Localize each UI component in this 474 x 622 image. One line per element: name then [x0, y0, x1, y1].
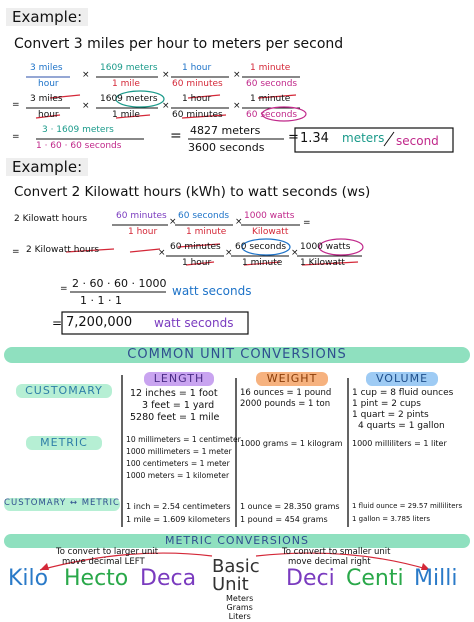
ex1-l2-num-3: 1 minute — [250, 94, 291, 104]
note-line: To convert to smaller unit — [282, 547, 391, 557]
cell-line: 1 fluid ounce = 29.57 milliliters — [352, 502, 463, 510]
ex2-l1-den-0: 1 hour — [128, 227, 158, 237]
ex1-l3-den: 1 · 60 · 60 seconds — [36, 141, 122, 151]
weight-conversion — [240, 500, 340, 526]
cell-line: 1 ounce = 28.350 grams — [240, 502, 340, 511]
cell-line: 100 centimeters = 1 meter — [126, 459, 230, 468]
ex1-answer-den: second — [396, 134, 439, 148]
weight-metric — [240, 438, 343, 449]
volume-metric — [352, 438, 447, 449]
header-length: LENGTH — [144, 372, 214, 386]
header-volume: VOLUME — [366, 372, 438, 386]
ex1-answer-value: 1.34 — [300, 131, 329, 146]
example1-title: Example: — [6, 8, 88, 26]
ex1-answer-num: meters — [342, 131, 385, 145]
equals-sign: = — [12, 132, 20, 142]
prefix-deca: Deca — [140, 566, 197, 591]
common-title: COMMON UNIT CONVERSIONS — [127, 347, 347, 362]
basic-unit-grams: Grams — [226, 603, 253, 612]
right-note — [282, 547, 390, 567]
times-sign: × — [82, 70, 90, 80]
ex1-l2-den-0: hour — [38, 110, 59, 120]
times-sign: × — [169, 217, 177, 227]
ex2-l2-num-2: 1000 watts — [300, 242, 351, 252]
metric-title: METRIC CONVERSIONS — [164, 534, 309, 547]
note-line: move decimal LEFT — [62, 557, 145, 567]
common-banner — [4, 347, 470, 363]
equals-sign: = — [288, 130, 299, 145]
times-sign: × — [162, 70, 170, 80]
ex2-l1-den-1: 1 minute — [186, 227, 227, 237]
ex2-l3-units: watt seconds — [172, 284, 252, 298]
ex1-l1-den-1: 1 mile — [112, 79, 140, 89]
ex1-l1-num-0: 3 miles — [30, 63, 63, 73]
example1-prompt: Convert 3 miles per hour to meters per second — [14, 36, 344, 52]
row-label-metric: METRIC — [26, 436, 102, 450]
cell-line: 5280 feet = 1 mile — [130, 412, 220, 423]
header-weight: WEIGHT — [256, 372, 328, 386]
cell-line: 1 quart = 2 pints — [352, 410, 429, 420]
equals-sign: = — [52, 316, 63, 330]
ex1-l1-den-0: hour — [38, 79, 59, 89]
ex2-l2-den-0: 1 hour — [182, 258, 212, 268]
times-sign: × — [225, 248, 233, 258]
row-label-customary: CUSTOMARY — [16, 384, 112, 398]
ex1-l2-num-2: 1 hour — [182, 94, 212, 104]
cell-line: 1000 grams = 1 kilogram — [240, 439, 343, 448]
ex1-l2-den-3: 60 seconds — [246, 110, 298, 120]
ex2-l1-num-0: 60 minutes — [116, 211, 167, 221]
ex1-l1-num-1: 1609 meters — [100, 63, 158, 73]
prefix-basic-unit: Basic Unit — [212, 556, 260, 595]
equals-sign: = — [12, 247, 20, 257]
ex1-l3-num: 3 · 1609 meters — [42, 125, 114, 135]
cell-line: 1 pound = 454 grams — [240, 515, 328, 524]
times-sign: × — [235, 217, 243, 227]
cell-line: 16 ounces = 1 pound — [240, 388, 332, 398]
volume-conversion — [352, 500, 462, 526]
ex1-l1-den-2: 60 minutes — [172, 79, 223, 89]
equals-sign: = — [170, 128, 182, 144]
cell-line: 2000 pounds = 1 ton — [240, 399, 331, 409]
cell-line: 1000 milliliters = 1 liter — [352, 439, 447, 448]
ex1-l3-num2: 4827 meters — [190, 124, 261, 137]
ex2-l2-lead: 2 Kilowatt hours — [26, 245, 100, 255]
cell-line: 10 millimeters = 1 centimeter — [126, 435, 241, 444]
times-sign: × — [291, 248, 299, 258]
ex2-l2-den-2: 1 Kilowatt — [300, 258, 345, 268]
ex2-l1-den-2: Kilowatt — [252, 227, 289, 237]
ex1-l1-num-2: 1 hour — [182, 63, 212, 73]
ex2-l3-den: 1 · 1 · 1 — [80, 294, 122, 307]
ex1-l3-den2: 3600 seconds — [188, 141, 265, 154]
ex1-l1-num-3: 1 minute — [250, 63, 291, 73]
cell-line: 1 cup = 8 fluid ounces — [352, 388, 454, 398]
length-metric — [126, 434, 241, 482]
cell-line: 1000 millimeters = 1 meter — [126, 447, 232, 456]
length-customary — [130, 388, 219, 424]
ex2-l1-lead: 2 Kilowatt hours — [14, 214, 88, 224]
volume-customary — [352, 388, 453, 432]
ex1-l1-den-3: 60 seconds — [246, 79, 298, 89]
ex1-l2-num-1: 1609 meters — [100, 94, 158, 104]
example2-prompt: Convert 2 Kilowatt hours (kWh) to watt seconds (ws) — [14, 184, 371, 200]
basic-unit-meters: Meters — [226, 594, 254, 603]
prefix-centi: Centi — [346, 566, 404, 591]
ex2-l1-num-1: 60 seconds — [178, 211, 230, 221]
cell-line: 1 inch = 2.54 centimeters — [126, 502, 231, 511]
basic-units-list — [226, 594, 253, 621]
example2-title: Example: — [6, 158, 88, 176]
times-sign: × — [82, 101, 90, 111]
left-note — [56, 547, 158, 567]
length-conversion — [126, 500, 231, 526]
ex2-l2-num-1: 60 seconds — [235, 242, 287, 252]
times-sign: × — [233, 70, 241, 80]
ex1-l2-num-0: 3 miles — [30, 94, 63, 104]
prefix-deci: Deci — [286, 566, 335, 591]
cell-line: 1 mile = 1.609 kilometers — [126, 515, 231, 524]
metric-banner — [4, 534, 470, 548]
ex2-answer-units: watt seconds — [154, 316, 234, 330]
cell-line: 1 pint = 2 cups — [352, 399, 421, 409]
ex1-l2-den-1: 1 mile — [112, 110, 140, 120]
ex1-l2-den-2: 60 minutes — [172, 110, 223, 120]
ex2-l3-num: 2 · 60 · 60 · 1000 — [72, 277, 167, 290]
basic-unit-liters: Liters — [228, 612, 251, 621]
note-line: To convert to larger unit — [56, 547, 159, 557]
ex2-answer-value: 7,200,000 — [66, 315, 133, 330]
equals-sign: = — [60, 284, 68, 294]
ex2-l2-den-1: 1 minute — [242, 258, 283, 268]
weight-customary — [240, 388, 331, 410]
equals-sign: = — [12, 100, 20, 110]
ex2-l1-num-2: 1000 watts — [244, 211, 295, 221]
cell-line: 1000 meters = 1 kilometer — [126, 471, 230, 480]
cell-line: 3 feet = 1 yard — [142, 400, 215, 411]
note-line: move decimal right — [288, 557, 371, 567]
times-sign: × — [158, 248, 166, 258]
prefix-hecto: Hecto — [64, 566, 129, 591]
equals-sign: = — [303, 218, 311, 228]
prefix-milli: Milli — [414, 566, 458, 591]
row-label-customary-metric: CUSTOMARY ↔ METRIC — [4, 498, 120, 511]
cell-line: 12 inches = 1 foot — [130, 388, 218, 399]
cell-line: 1 gallon = 3.785 liters — [352, 515, 431, 523]
times-sign: × — [233, 101, 241, 111]
prefix-kilo: Kilo — [8, 566, 49, 591]
times-sign: × — [162, 101, 170, 111]
cell-line: 4 quarts = 1 gallon — [358, 421, 445, 431]
ex2-l2-num-0: 60 minutes — [170, 242, 221, 252]
